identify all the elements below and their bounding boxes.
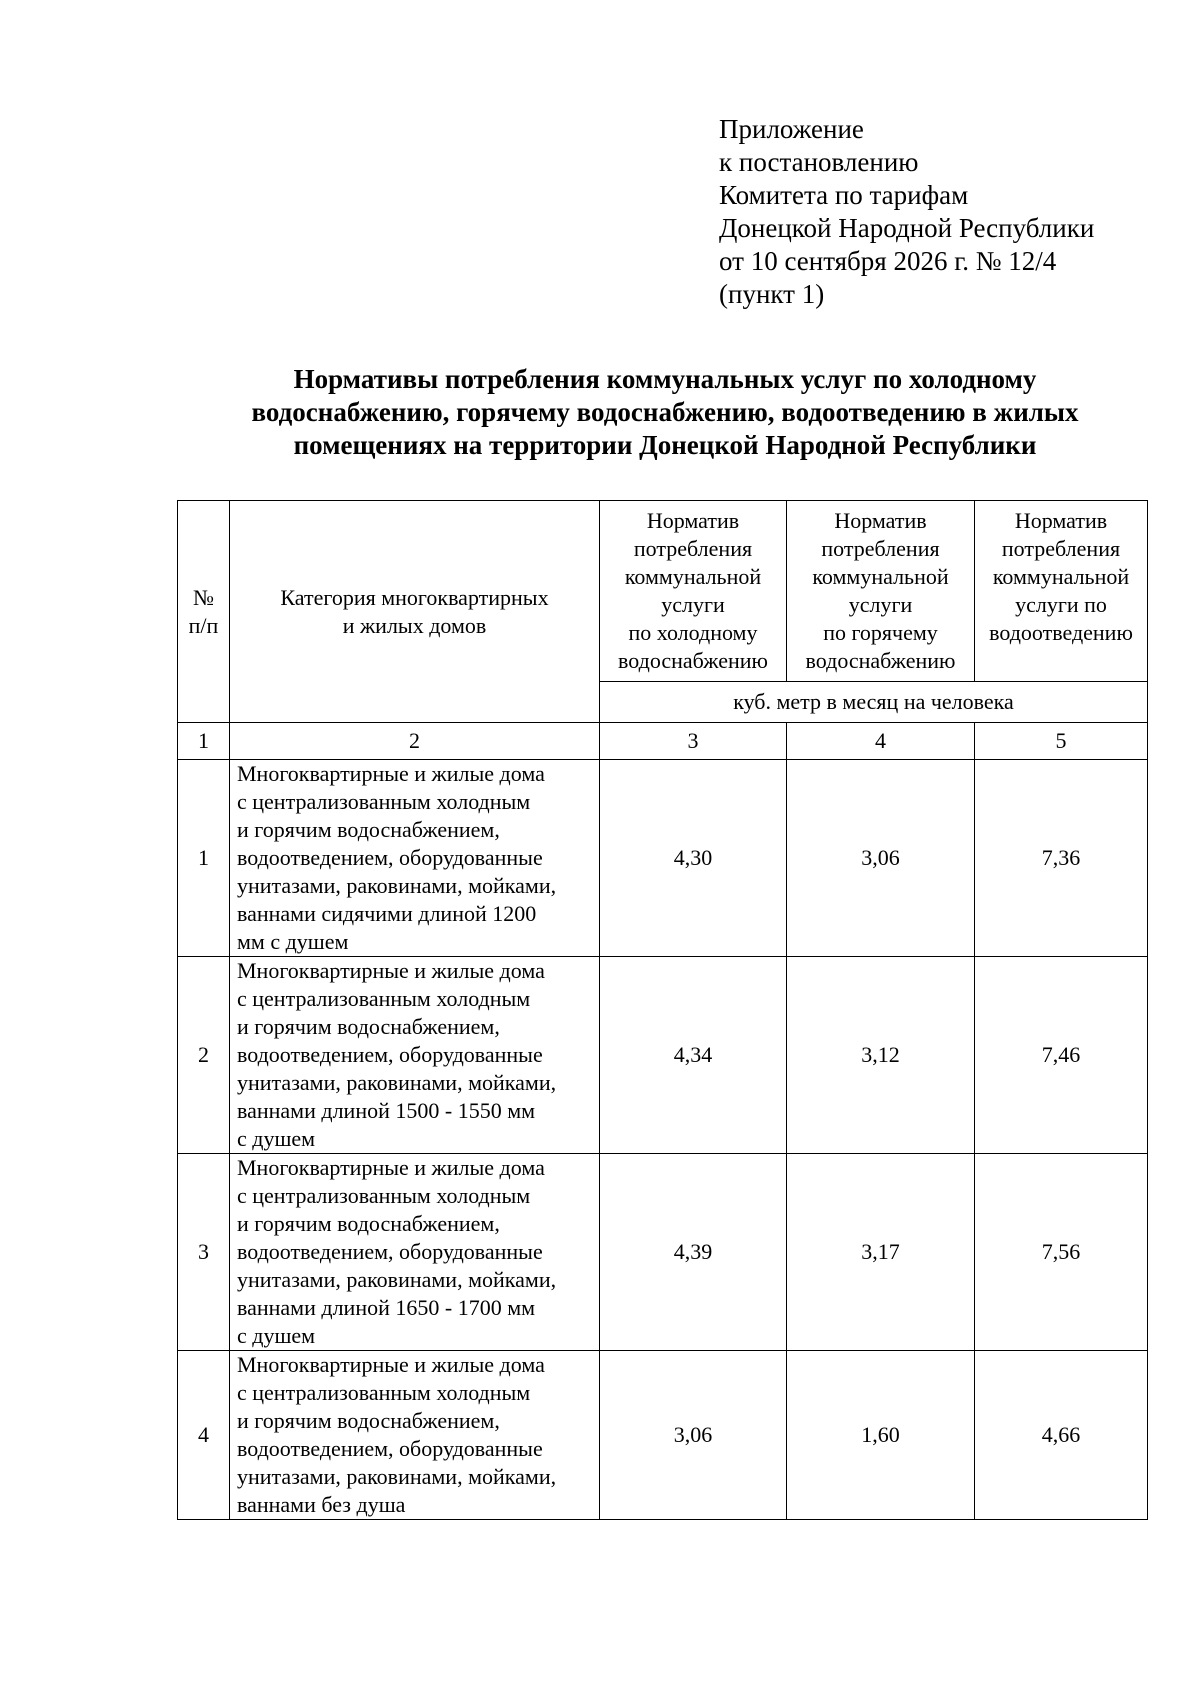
row-hot-value: 3,12 xyxy=(787,957,975,1154)
row-category: Многоквартирные и жилые дома с централизованным холодным и горячим водоснабжением, водоотведением, оборудованные унитазами, раковинами, мойками, ваннами длиной 1650 - 1700 мм с душем xyxy=(230,1154,600,1351)
row-num: 1 xyxy=(178,760,230,957)
column-number: 2 xyxy=(230,723,600,760)
row-cold-value: 3,06 xyxy=(600,1351,787,1520)
row-num: 4 xyxy=(178,1351,230,1520)
row-category: Многоквартирные и жилые дома с централизованным холодным и горячим водоснабжением, водоотведением, оборудованные унитазами, раковинами, мойками, ваннами длиной 1500 - 1550 мм с душем xyxy=(230,957,600,1154)
table-row xyxy=(178,1154,1148,1351)
table-row xyxy=(178,957,1148,1154)
attachment-line: к постановлению xyxy=(719,147,919,177)
title-line: помещениях на территории Донецкой Народной Республики xyxy=(293,430,1037,460)
column-number: 3 xyxy=(600,723,787,760)
table-row xyxy=(178,1351,1148,1520)
column-number: 5 xyxy=(975,723,1148,760)
row-category: Многоквартирные и жилые дома с централизованным холодным и горячим водоснабжением, водоотведением, оборудованные унитазами, раковинами, мойками, ваннами сидячими длиной 1200 мм с душем xyxy=(230,760,600,957)
header-hot-water: Норматив потребления коммунальной услуги по горячему водоснабжению xyxy=(787,501,975,682)
attachment-line: (пункт 1) xyxy=(719,279,825,309)
table-row xyxy=(178,760,1148,957)
row-num: 2 xyxy=(178,957,230,1154)
row-num: 3 xyxy=(178,1154,230,1351)
title-line: Нормативы потребления коммунальных услуг по холодному xyxy=(293,364,1037,394)
row-hot-value: 1,60 xyxy=(787,1351,975,1520)
row-drain-value: 7,46 xyxy=(975,957,1148,1154)
attachment-line: Донецкой Народной Республики xyxy=(719,213,1095,243)
row-hot-value: 3,06 xyxy=(787,760,975,957)
title-line: водоснабжению, горячему водоснабжению, водоотведению в жилых xyxy=(251,397,1079,427)
header-drainage: Норматив потребления коммунальной услуги по водоотведению xyxy=(975,501,1148,682)
row-drain-value: 4,66 xyxy=(975,1351,1148,1520)
document-title xyxy=(120,363,1200,462)
row-drain-value: 7,36 xyxy=(975,760,1148,957)
column-number: 1 xyxy=(178,723,230,760)
norms-table xyxy=(177,500,1148,1520)
attachment-line: Приложение xyxy=(719,114,864,144)
attachment-line: Комитета по тарифам xyxy=(719,180,969,210)
row-hot-value: 3,17 xyxy=(787,1154,975,1351)
attachment-block xyxy=(719,113,1094,311)
column-number: 4 xyxy=(787,723,975,760)
attachment-line: от 10 сентября 2026 г. № 12/4 xyxy=(719,246,1057,276)
header-cold-water: Норматив потребления коммунальной услуги по холодному водоснабжению xyxy=(600,501,787,682)
header-num: № п/п xyxy=(178,501,230,723)
row-cold-value: 4,30 xyxy=(600,760,787,957)
table-header-row xyxy=(178,501,1148,682)
unit-cell: куб. метр в месяц на человека xyxy=(600,682,1148,723)
row-category: Многоквартирные и жилые дома с централизованным холодным и горячим водоснабжением, водоотведением, оборудованные унитазами, раковинами, мойками, ваннами без душа xyxy=(230,1351,600,1520)
row-cold-value: 4,39 xyxy=(600,1154,787,1351)
header-category: Категория многоквартирных и жилых домов xyxy=(230,501,600,723)
row-cold-value: 4,34 xyxy=(600,957,787,1154)
column-number-row xyxy=(178,723,1148,760)
row-drain-value: 7,56 xyxy=(975,1154,1148,1351)
